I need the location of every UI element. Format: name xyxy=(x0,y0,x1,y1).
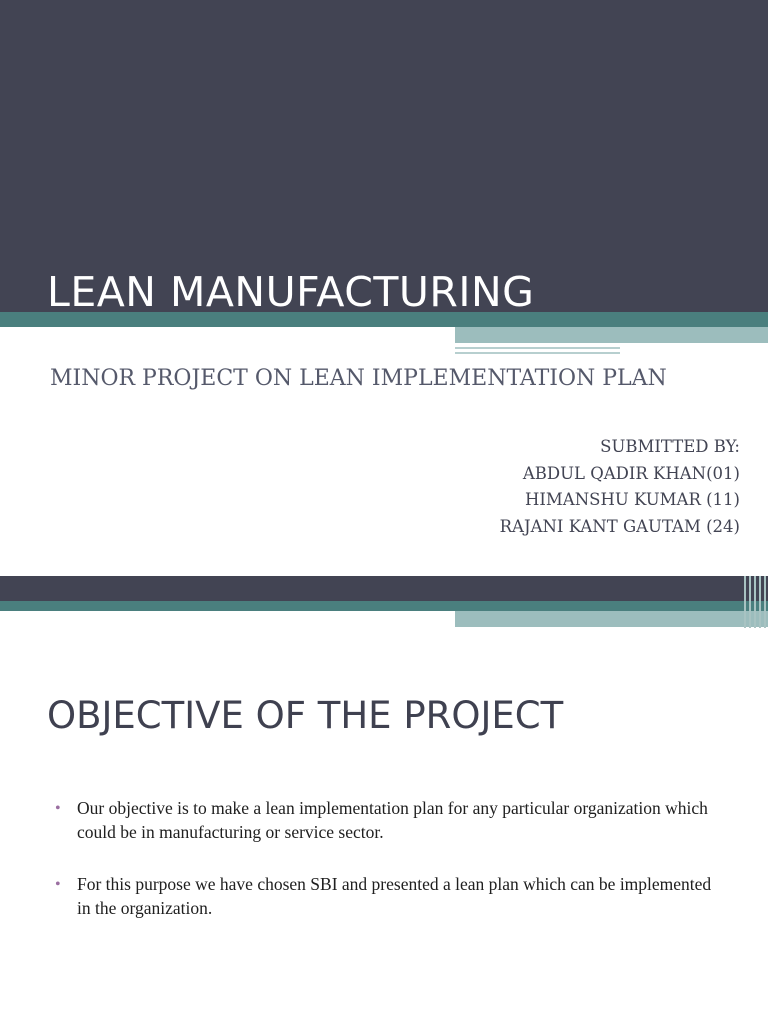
light-teal-accent-bar xyxy=(455,611,768,627)
bullet-list xyxy=(55,796,715,948)
header-band xyxy=(0,576,768,601)
slide-title: LEAN MANUFACTURING xyxy=(47,268,535,316)
objective-slide xyxy=(0,576,768,1024)
member-name: HIMANSHU KUMAR (11) xyxy=(525,490,740,509)
credits-block xyxy=(500,434,740,540)
submitted-by-label: SUBMITTED BY: xyxy=(600,437,740,456)
header-band xyxy=(0,0,768,312)
accent-line xyxy=(455,347,620,349)
member-name: RAJANI KANT GAUTAM (24) xyxy=(499,516,740,536)
accent-line xyxy=(455,352,620,354)
teal-accent-bar xyxy=(0,601,768,611)
light-teal-accent-bar xyxy=(455,327,768,343)
bullet-text: For this purpose we have chosen SBI and presented a lean plan which can be implemented in the organization. xyxy=(77,874,712,918)
list-item xyxy=(55,872,715,920)
list-item xyxy=(55,796,715,844)
bullet-icon: • xyxy=(55,876,61,893)
slide-subtitle: MINOR PROJECT ON LEAN IMPLEMENTATION PLAN xyxy=(50,366,667,391)
stripe-decoration xyxy=(742,576,768,628)
member-name: ABDUL QADIR KHAN(01) xyxy=(522,463,740,483)
bullet-text: Our objective is to make a lean implementation plan for any particular organization which could be in manufacturing or service sector. xyxy=(77,798,708,842)
slide-title: OBJECTIVE OF THE PROJECT xyxy=(47,694,564,737)
bullet-icon: • xyxy=(55,800,61,817)
